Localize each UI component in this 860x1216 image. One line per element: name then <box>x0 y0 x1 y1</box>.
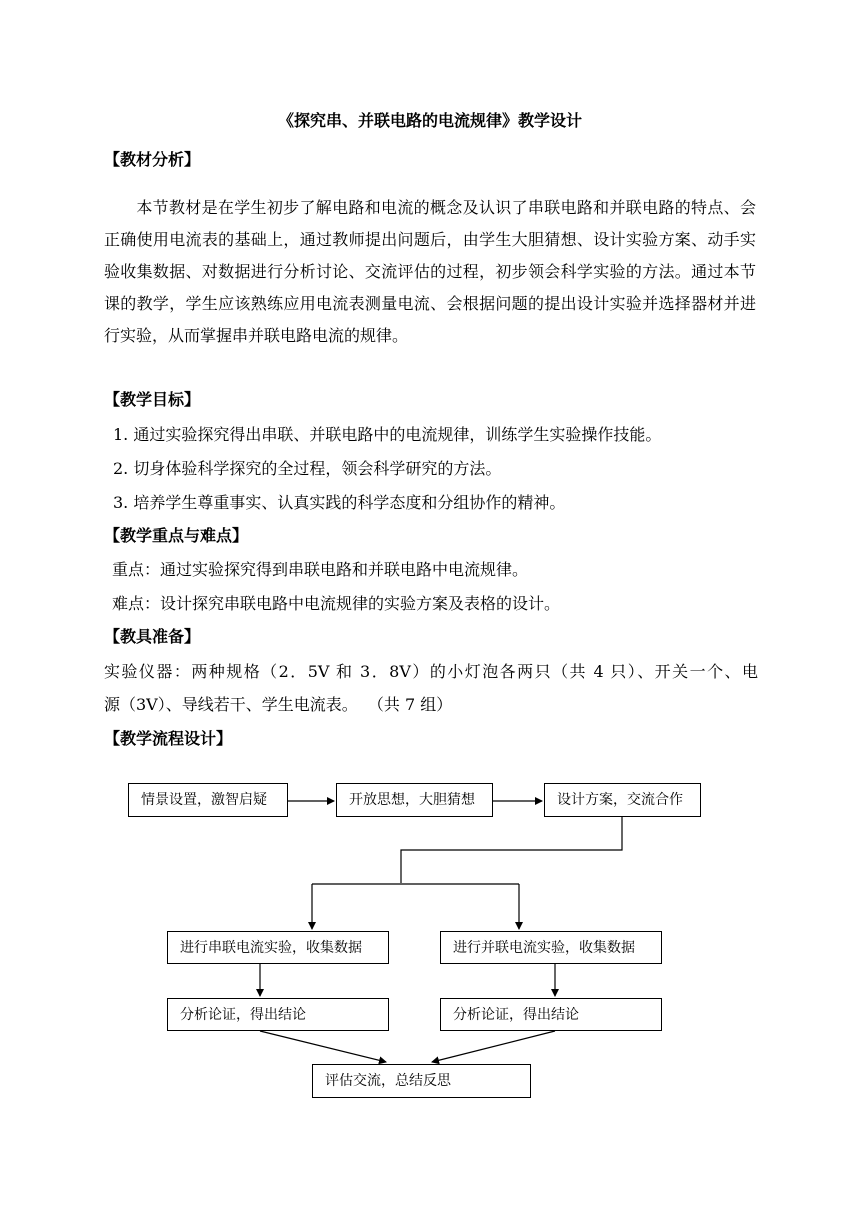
flow-box-label: 设计方案，交流合作 <box>557 792 683 808</box>
flow-box-label: 进行并联电流实验，收集数据 <box>453 939 635 956</box>
analysis-text: 本节教材是在学生初步了解电路和电流的概念及认识了串联电路和并联电路的特点、会正确使用电流表的基础上，通过教师提出问题后，由学生大胆猜想、设计实验方案、动手实验收集数据、对数据进行分析讨论、交流评估的过程，初步领会科学实验的方法。通过本节课的教学，学生应该熟练应用电流表测量电流、会根据问题的提出设计实验并选择器材并进行实验，从而掌握串并联电路电流的规律。 <box>104 198 756 345</box>
equipment-line-2: 源（3V）、导线若干、学生电流表。 （共 7 组） <box>104 695 453 714</box>
flow-box-series-experiment <box>167 931 389 964</box>
flow-box-series-conclusion <box>167 998 389 1031</box>
difficult-point: 难点：设计探究串联电路中电流规律的实验方案及表格的设计。 <box>112 594 561 613</box>
heading-keypoints: 【教学重点与难点】 <box>104 526 249 545</box>
flow-box-design <box>544 783 701 817</box>
equipment-line-1: 实验仪器：两种规格（2．5V 和 3．8V）的小灯泡各两只（共 4 只）、开关一个、电 <box>104 662 758 681</box>
key-point: 重点：通过实验探究得到串联电路和并联电路中电流规律。 <box>112 560 529 579</box>
flow-box-label: 进行串联电流实验，收集数据 <box>180 939 362 956</box>
flow-box-label: 分析论证，得出结论 <box>180 1006 306 1023</box>
heading-equipment: 【教具准备】 <box>104 627 201 646</box>
flow-box-parallel-experiment <box>440 931 662 964</box>
flow-box-label: 评估交流，总结反思 <box>325 1073 451 1089</box>
heading-analysis: 【教材分析】 <box>104 150 201 169</box>
goal-item-3: 3. 培养学生尊重事实、认真实践的科学态度和分组协作的精神。 <box>113 493 566 512</box>
heading-goals: 【教学目标】 <box>104 390 201 409</box>
flow-box-label: 分析论证，得出结论 <box>453 1006 579 1023</box>
flow-box-evaluation <box>312 1064 531 1098</box>
flow-box-label: 情景设置，激智启疑 <box>141 792 267 808</box>
arrow-b7-b8 <box>432 1031 555 1062</box>
flow-box-hypothesis <box>336 783 493 817</box>
goal-item-1: 1. 通过实验探究得出串联、并联电路中的电流规律，训练学生实验操作技能。 <box>113 425 662 444</box>
flow-box-label: 开放思想，大胆猜想 <box>349 792 475 808</box>
arrow-b6-b8 <box>260 1031 386 1062</box>
heading-flow: 【教学流程设计】 <box>104 729 233 748</box>
goal-item-2: 2. 切身体验科学探究的全过程，领会科学研究的方法。 <box>113 459 502 478</box>
connector-b3-down <box>401 817 622 883</box>
flow-box-parallel-conclusion <box>440 998 662 1031</box>
document-title: 《探究串、并联电路的电流规律》教学设计 <box>277 111 582 130</box>
flow-box-situation <box>128 783 288 817</box>
